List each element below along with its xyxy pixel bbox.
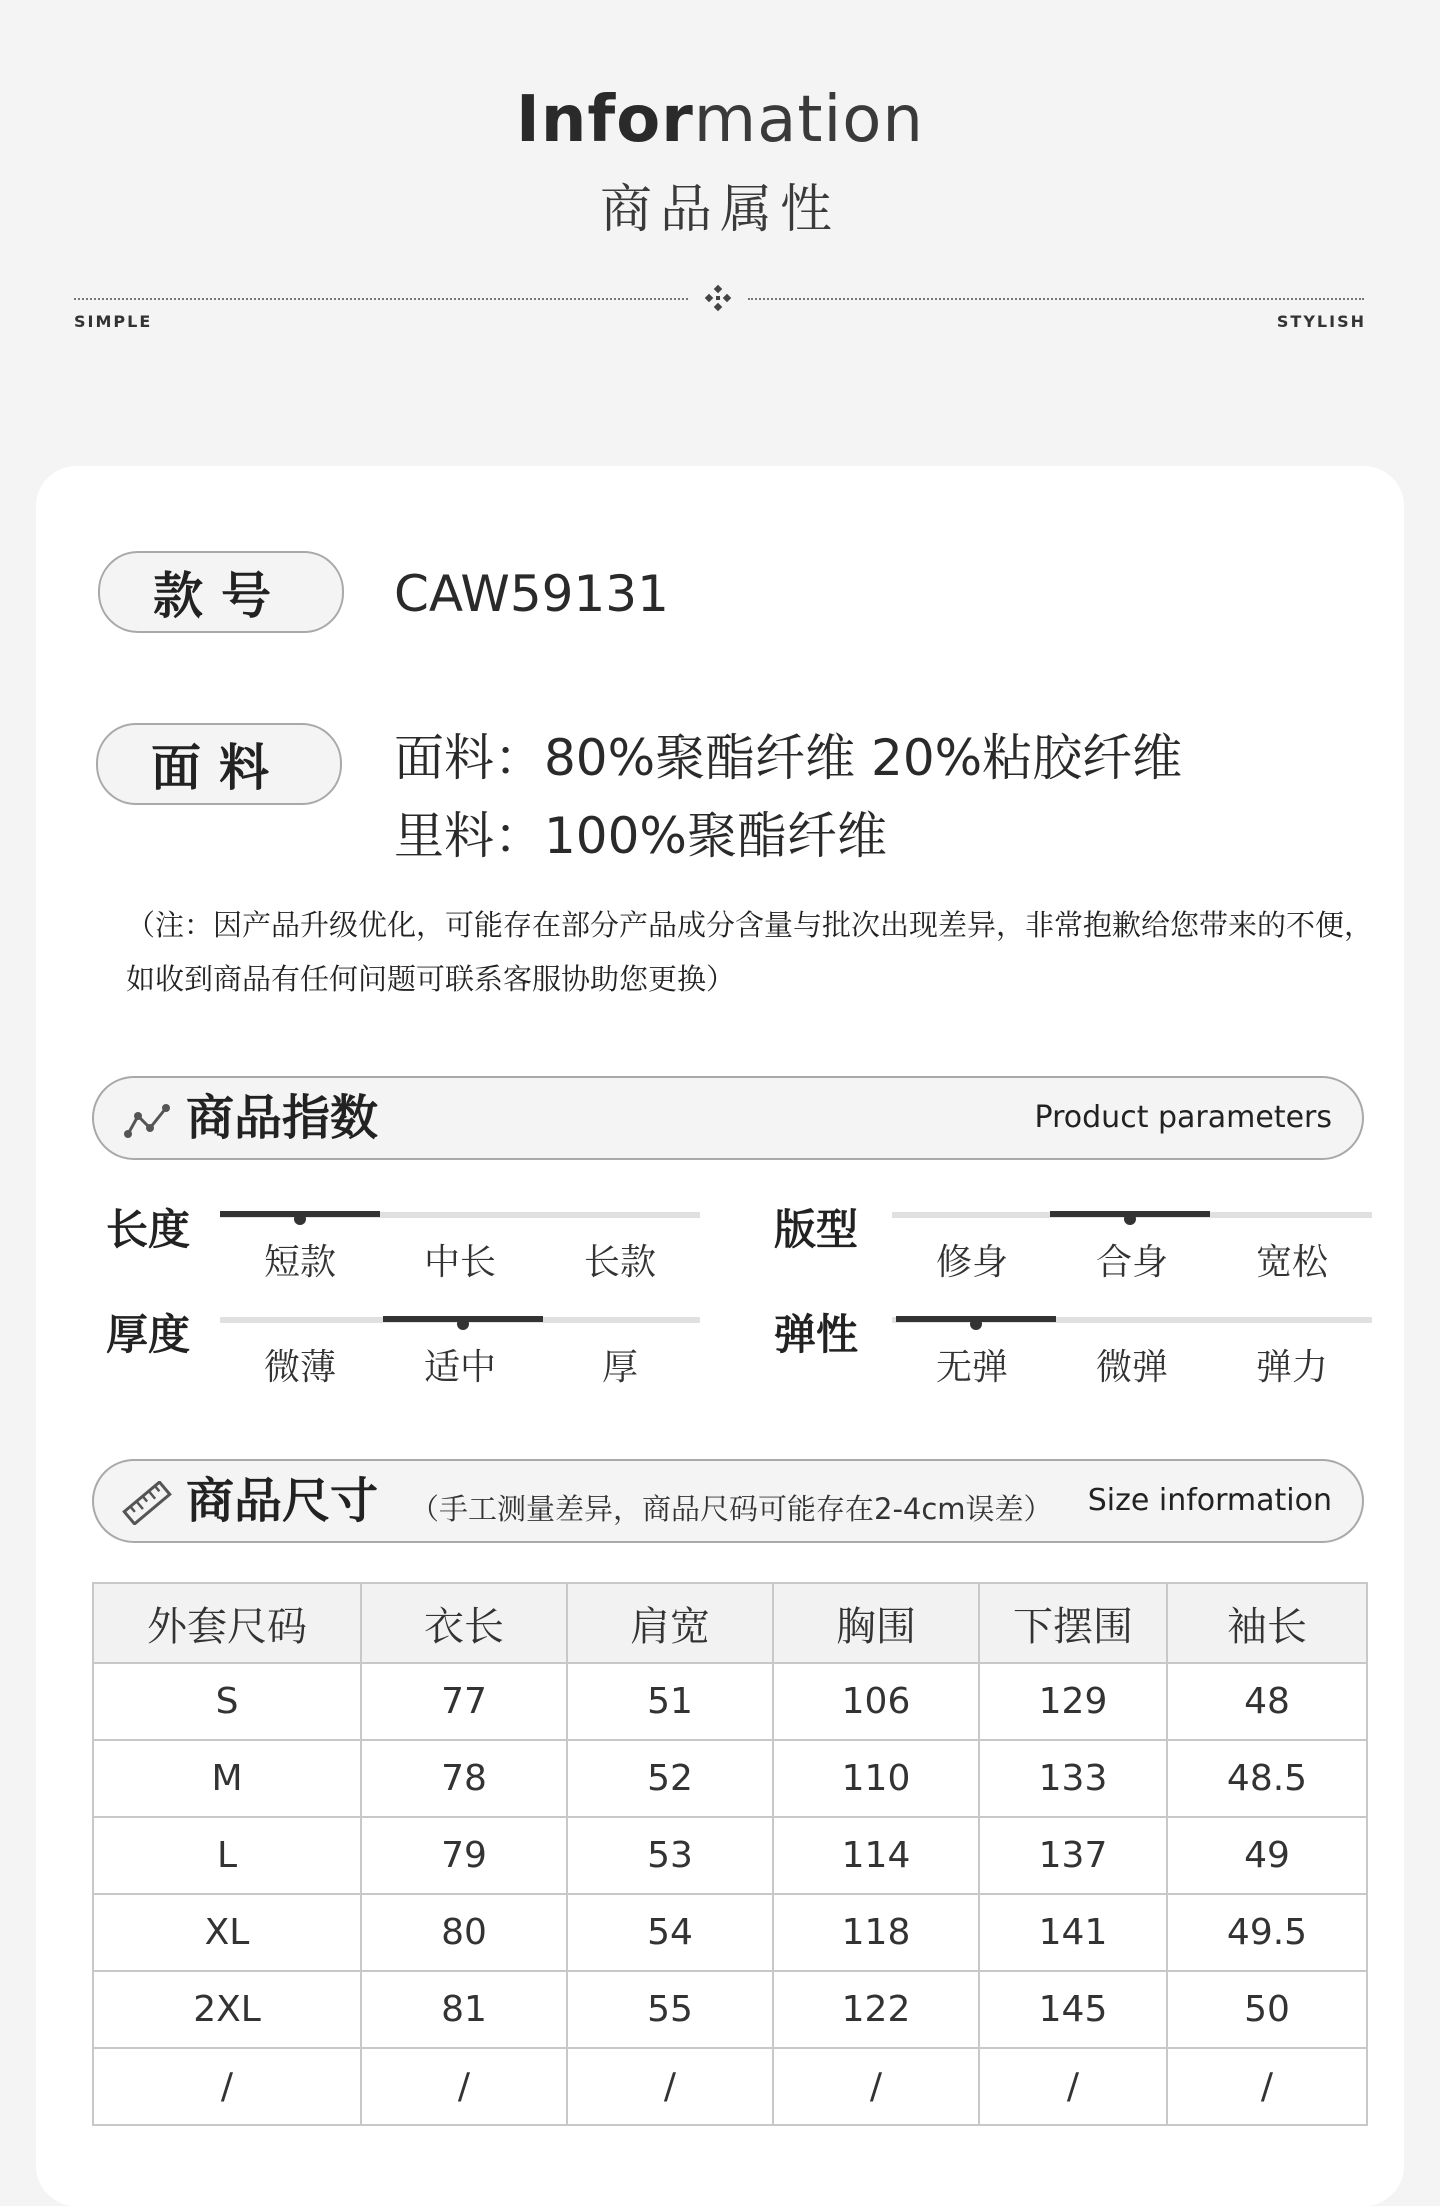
index-option: 厚 — [601, 1347, 638, 1388]
table-cell: 48.5 — [1167, 1740, 1367, 1817]
table-row — [93, 2048, 1367, 2125]
table-cell: L — [93, 1817, 361, 1894]
note-line-1: （注：因产品升级优化，可能存在部分产品成分含量与批次出现差异，非常抱歉给您带来的不便， — [126, 908, 1374, 942]
table-cell: 2XL — [93, 1971, 361, 2048]
table-cell: 49 — [1167, 1817, 1367, 1894]
index-option: 修身 — [935, 1242, 1008, 1283]
table-cell: / — [979, 2048, 1167, 2125]
index-option: 微弹 — [1095, 1347, 1168, 1388]
divider-left — [74, 298, 688, 300]
table-cell: 129 — [979, 1663, 1167, 1740]
table-cell: / — [93, 2048, 361, 2125]
size-section-header — [92, 1459, 1364, 1543]
table-cell: 55 — [567, 1971, 773, 2048]
tag-stylish: STYLISH — [1276, 312, 1366, 331]
table-cell: 141 — [979, 1894, 1167, 1971]
divider-right — [748, 298, 1364, 300]
index-track-elasticity — [892, 1317, 1372, 1388]
table-cell: M — [93, 1740, 361, 1817]
table-cell: 78 — [361, 1740, 567, 1817]
size-note: （手工测量差异，商品尺码可能存在2-4cm误差） — [410, 1492, 1053, 1526]
index-option: 宽松 — [1255, 1242, 1328, 1283]
table-header-row — [93, 1583, 1367, 1663]
index-selected-marker — [1050, 1211, 1210, 1217]
table-header: 胸围 — [773, 1583, 979, 1663]
ruler-icon — [122, 1481, 172, 1525]
table-cell: 106 — [773, 1663, 979, 1740]
index-selected-marker — [896, 1316, 1056, 1322]
index-track-thickness — [220, 1317, 700, 1388]
index-option: 适中 — [423, 1347, 496, 1388]
table-cell: 133 — [979, 1740, 1167, 1817]
index-option: 弹力 — [1255, 1347, 1328, 1388]
table-cell: 52 — [567, 1740, 773, 1817]
table-cell: 80 — [361, 1894, 567, 1971]
table-header: 衣长 — [361, 1583, 567, 1663]
table-cell: 50 — [1167, 1971, 1367, 2048]
table-cell: 54 — [567, 1894, 773, 1971]
table-cell: / — [1167, 2048, 1367, 2125]
params-en-title: Product parameters — [1034, 1100, 1332, 1135]
table-header: 外套尺码 — [93, 1583, 361, 1663]
params-title: 商品指数 — [186, 1090, 379, 1146]
table-cell: 122 — [773, 1971, 979, 2048]
table-cell: 49.5 — [1167, 1894, 1367, 1971]
table-cell: 53 — [567, 1817, 773, 1894]
note-line-2: 如收到商品有任何问题可联系客服协助您更换） — [126, 962, 736, 996]
index-option: 合身 — [1095, 1242, 1168, 1283]
tag-simple: SIMPLE — [74, 312, 153, 331]
table-cell: 48 — [1167, 1663, 1367, 1740]
table-cell: 114 — [773, 1817, 979, 1894]
index-option: 长款 — [583, 1242, 656, 1283]
size-title: 商品尺寸 — [186, 1473, 379, 1529]
index-track-fit — [892, 1212, 1372, 1283]
table-row — [93, 1817, 1367, 1894]
table-cell: / — [773, 2048, 979, 2125]
params-section-header — [92, 1076, 1364, 1160]
title-bold: Infor — [516, 83, 694, 157]
index-selected-marker — [383, 1316, 543, 1322]
table-cell: 110 — [773, 1740, 979, 1817]
fabric-label: 面料 — [96, 723, 342, 805]
index-track-length — [220, 1212, 700, 1283]
index-label-length: 长度 — [106, 1205, 191, 1254]
fabric-line-1: 面料：80%聚酯纤维 20%粘胶纤维 — [394, 729, 1183, 787]
page-title — [0, 82, 1440, 158]
size-en-title: Size information — [1087, 1483, 1332, 1518]
index-label-fit: 版型 — [774, 1205, 859, 1254]
table-cell: / — [567, 2048, 773, 2125]
table-row — [93, 1740, 1367, 1817]
table-cell: 77 — [361, 1663, 567, 1740]
style-no-value: CAW59131 — [394, 565, 669, 623]
index-label-thickness: 厚度 — [106, 1310, 191, 1359]
table-cell: / — [361, 2048, 567, 2125]
table-header: 袖长 — [1167, 1583, 1367, 1663]
table-cell: 118 — [773, 1894, 979, 1971]
table-cell: S — [93, 1663, 361, 1740]
table-cell: 79 — [361, 1817, 567, 1894]
page-subtitle: 商品属性 — [599, 180, 840, 240]
index-option: 微薄 — [263, 1347, 336, 1388]
title-rest: mation — [693, 83, 924, 157]
fabric-line-2: 里料：100%聚酯纤维 — [394, 807, 887, 865]
size-table — [92, 1582, 1368, 2126]
table-row — [93, 1894, 1367, 1971]
table-cell: 81 — [361, 1971, 567, 2048]
index-option: 中长 — [423, 1242, 496, 1283]
table-row — [93, 1971, 1367, 2048]
table-header: 下摆围 — [979, 1583, 1167, 1663]
index-label-elasticity: 弹性 — [774, 1310, 859, 1359]
trend-line-icon — [124, 1102, 172, 1140]
table-header: 肩宽 — [567, 1583, 773, 1663]
table-cell: 51 — [567, 1663, 773, 1740]
table-cell: 145 — [979, 1971, 1167, 2048]
index-option: 无弹 — [935, 1347, 1008, 1388]
style-no-label: 款号 — [98, 551, 344, 633]
table-cell: 137 — [979, 1817, 1167, 1894]
index-option: 短款 — [263, 1242, 336, 1283]
diamond-ornament-icon — [704, 284, 732, 312]
table-row — [93, 1663, 1367, 1740]
table-cell: XL — [93, 1894, 361, 1971]
index-selected-marker — [220, 1211, 380, 1217]
